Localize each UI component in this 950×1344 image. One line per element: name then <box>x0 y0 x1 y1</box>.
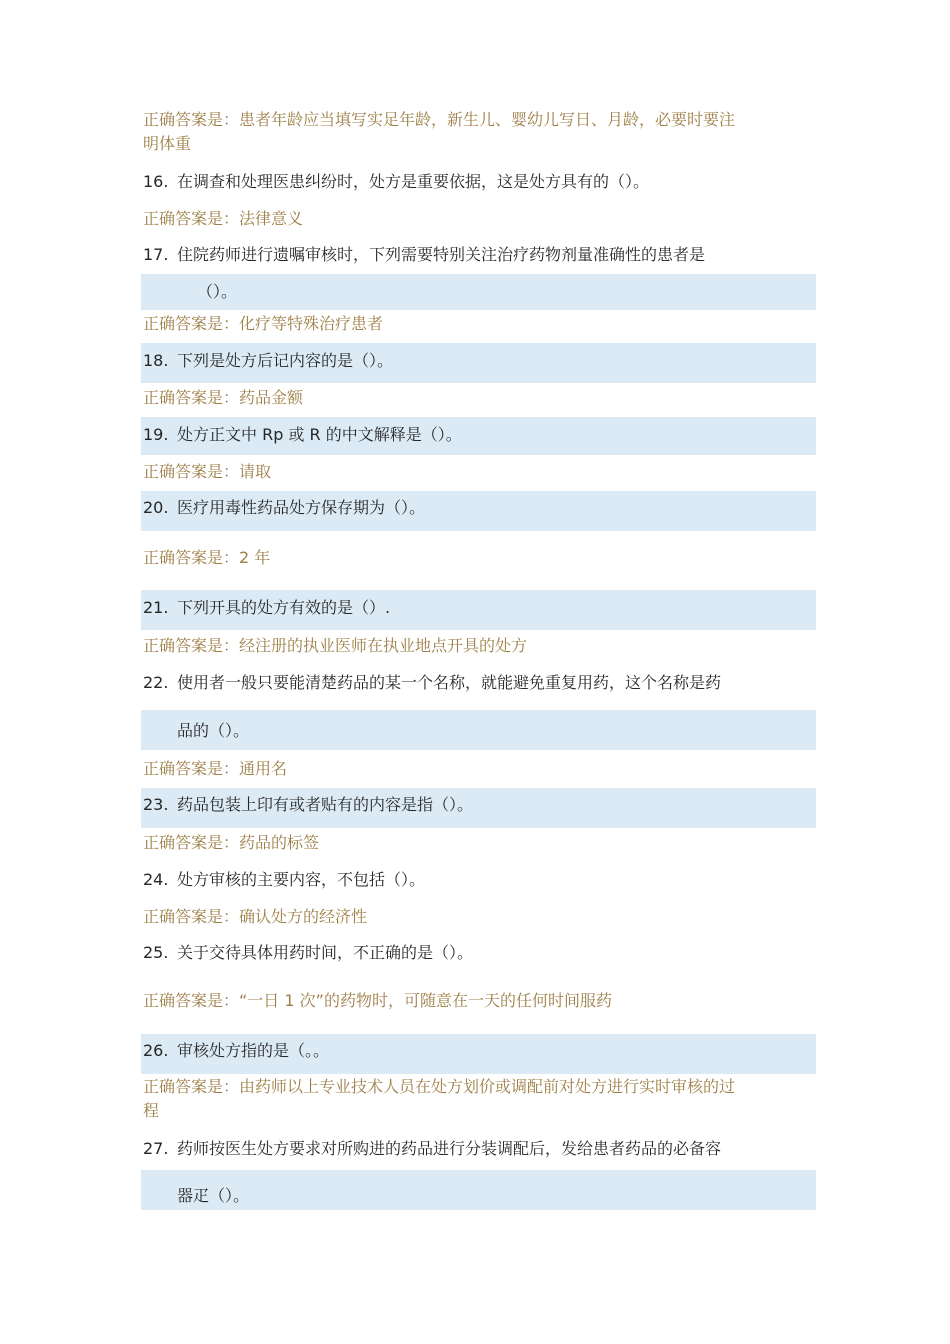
question-25: 25. 关于交待具体用药时间，不正确的是（）。 <box>143 943 474 962</box>
question-22-continued: 品的（）。 <box>141 710 816 750</box>
question-26: 26. 审核处方指的是（。。 <box>141 1034 816 1074</box>
question-16: 16. 在调查和处理医患纠纷时，处方是重要依据，这是处方具有的（）。 <box>143 172 650 191</box>
answer-16: 正确答案是：法律意义 <box>143 209 304 228</box>
answer-21: 正确答案是：经注册的执业医师在执业地点开具的处方 <box>143 636 528 655</box>
question-22: 22. 使用者一般只要能清楚药品的某一个名称，就能避免重复用药，这个名称是药 <box>143 673 722 692</box>
answer-20: 正确答案是：2 年 <box>143 548 271 567</box>
answer-17: 正确答案是：化疗等特殊治疗患者 <box>143 314 384 333</box>
question-17-continued: （）。 <box>141 274 816 310</box>
question-19: 19. 处方正文中 Rp 或 R 的中文解释是（）。 <box>141 417 816 455</box>
question-24: 24. 处方审核的主要内容，不包括（）。 <box>143 870 426 889</box>
question-27-continued: 器疋（）。 <box>141 1170 816 1210</box>
question-20: 20. 医疗用毒性药品处方保存期为（）。 <box>141 491 816 531</box>
answer-15: 正确答案是：患者年龄应当填写实足年龄，新生儿、婴幼儿写日、月龄，必要时要注 明体重 <box>143 110 736 153</box>
question-21: 21. 下列开具的处方有效的是（）. <box>141 590 816 630</box>
question-18: 18. 下列是处方后记内容的是（）。 <box>141 343 816 383</box>
answer-26: 正确答案是：由药师以上专业技术人员在处方划价或调配前对处方进行实时审核的过 程 <box>143 1077 736 1120</box>
answer-25: 正确答案是：“一日 1 次”的药物时，可随意在一天的任何时间服药 <box>143 991 612 1010</box>
question-17: 17. 住院药师进行遗嘱审核时，下列需要特别关注治疗药物剂量准确性的患者是 <box>143 245 706 264</box>
question-23: 23. 药品包装上印有或者贴有的内容是指（）。 <box>141 788 816 828</box>
answer-24: 正确答案是：确认处方的经济性 <box>143 907 368 926</box>
answer-19: 正确答案是：请取 <box>143 462 272 481</box>
question-27: 27. 药师按医生处方要求对所购进的药品进行分装调配后，发给患者药品的必备容 <box>143 1139 722 1158</box>
answer-23: 正确答案是：药品的标签 <box>143 833 320 852</box>
answer-18: 正确答案是：药品金额 <box>143 388 304 407</box>
answer-22: 正确答案是：通用名 <box>143 759 288 778</box>
